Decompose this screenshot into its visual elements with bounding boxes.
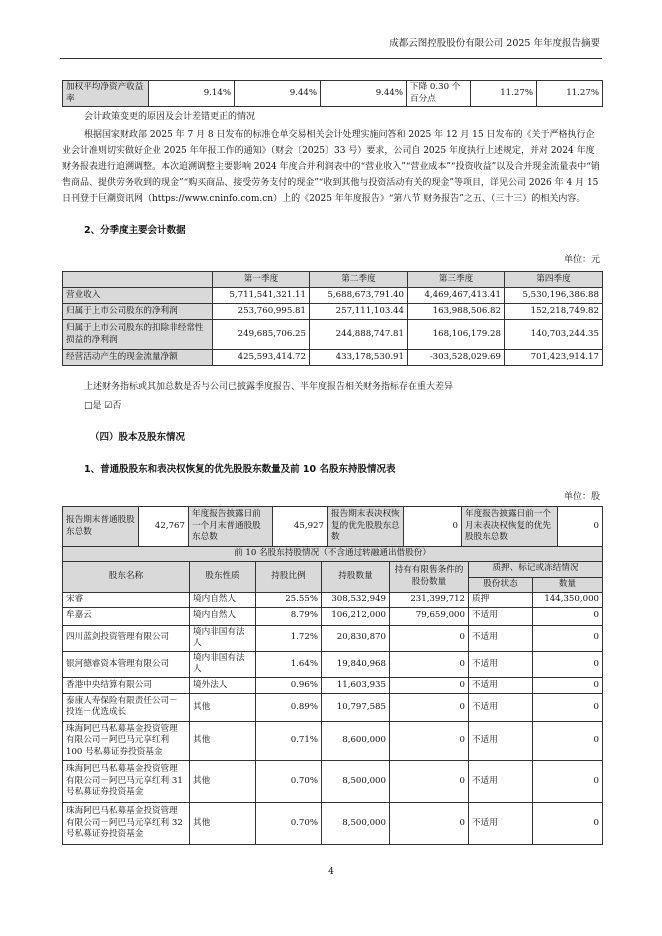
quarterly-cell: 4,469,467,413.41 [408, 288, 505, 304]
quarterly-col-header: 第一季度 [213, 272, 310, 288]
holder-status: 不适用 [469, 651, 533, 677]
shareholder-summary-table [62, 506, 603, 547]
holder-qty: 11,603,935 [322, 677, 390, 693]
quarterly-cell: 253,760,995.81 [213, 304, 310, 320]
difference-checkbox: □是 ☑否 [84, 401, 122, 411]
quarterly-cell: 433,178,530.91 [310, 350, 408, 366]
col-header-ratio: 持股比例 [256, 561, 322, 592]
holder-amount: 0 [533, 760, 603, 802]
quarterly-unit: 单位：元 [563, 255, 600, 265]
policy-body: 根据国家财政部 2025 年 7 月 8 日发布的标准仓单交易相关会计处理实施问答和 2025 年 12 月 15 日发布的《关于严格执行企业会计准则切实做好企业 2025 年年报工作的通知》（财会〔2025〕33 号）要求，公司自 2025 年度执行上述规定，并对 2024 年度财务报表进行追溯调整。本次追溯调整主要影响 2024 年度合并利润表中的“营业收入”“营业成本”“投资收益”以及合并现金流量表中“销售商品、提供劳务收到的现金”“购买商品、接受劳务支付的现金”“收到其他与投资活动有关的现金”等项目，详见公司 2026 年 4 月 15 日刊登于巨潮资讯网（https://www.cninfo.com.cn）上的《2025 年年度报告》“第八节 财务报告”之五、（三十三）的相关内容。 [62, 130, 600, 204]
roe-table [62, 80, 603, 107]
quarterly-note: 上述财务指标或其加总数是否与公司已披露季度报告、半年度报告相关财务指标存在重大差异 [84, 382, 454, 392]
section4-heading: （四）股本及股东情况 [90, 432, 186, 443]
summary-value: 0 [558, 507, 603, 547]
holder-restricted: 0 [390, 651, 469, 677]
holder-nature: 其他 [190, 760, 256, 802]
holder-restricted: 0 [390, 721, 469, 760]
quarterly-cell: -303,528,029.69 [408, 350, 505, 366]
quarterly-cell: 425,593,414.72 [213, 350, 310, 366]
holder-amount: 0 [533, 607, 603, 625]
roe-value: 11.27% [537, 81, 603, 107]
col-header-status: 股份状态 [469, 577, 533, 592]
holder-ratio: 0.96% [256, 677, 322, 693]
quarterly-cell: 5,688,673,791.40 [310, 288, 408, 304]
summary-label: 报告期末表决权恢复的优先股股东总数 [328, 507, 404, 547]
holder-restricted: 0 [390, 677, 469, 693]
top10-table [62, 546, 603, 845]
summary-value: 45,927 [273, 507, 328, 547]
holder-status: 不适用 [469, 607, 533, 625]
quarterly-col-header: 第三季度 [408, 272, 505, 288]
col-header-nature: 股东性质 [190, 561, 256, 592]
holder-nature: 其他 [190, 693, 256, 721]
quarterly-cell: 701,423,914.17 [505, 350, 603, 366]
holder-name: 香港中央结算有限公司 [63, 677, 190, 693]
holder-name: 泰康人寿保险有限责任公司－投连－优选成长 [63, 693, 190, 721]
holder-status: 不适用 [469, 677, 533, 693]
holder-ratio: 0.71% [256, 721, 322, 760]
quarterly-col-header: 第二季度 [310, 272, 408, 288]
quarterly-row-label: 归属于上市公司股东的扣除非经常性损益的净利润 [63, 320, 213, 350]
col-header-amount: 数量 [533, 577, 603, 592]
summary-label: 报告期末普通股股东总数 [63, 507, 139, 547]
summary-value: 0 [404, 507, 462, 547]
holder-status: 不适用 [469, 802, 533, 844]
holder-ratio: 8.79% [256, 607, 322, 625]
holder-ratio: 0.89% [256, 693, 322, 721]
quarterly-cell: 5,530,196,386.88 [505, 288, 603, 304]
holder-name: 银河德睿资本管理有限公司 [63, 651, 190, 677]
holder-restricted: 231,399,712 [390, 592, 469, 607]
quarterly-cell: 152,218,749.82 [505, 304, 603, 320]
quarterly-header-blank [63, 272, 213, 288]
quarterly-cell: 140,703,244.35 [505, 320, 603, 350]
roe-label: 加权平均净资产收益率 [63, 81, 149, 107]
holder-qty: 8,500,000 [322, 760, 390, 802]
holder-status: 质押 [469, 592, 533, 607]
holder-restricted: 0 [390, 802, 469, 844]
summary-value: 42,767 [139, 507, 189, 547]
roe-value: 9.44% [235, 81, 321, 107]
holder-name: 珠海阿巴马私募基金投资管理有限公司－阿巴马元享红利 100 号私募证券投资基金 [63, 721, 190, 760]
holder-name: 牟嘉云 [63, 607, 190, 625]
holder-qty: 19,840,968 [322, 651, 390, 677]
quarterly-cell: 257,111,103.44 [310, 304, 408, 320]
holder-name: 四川蓝剑投资管理有限公司 [63, 625, 190, 651]
holder-status: 不适用 [469, 721, 533, 760]
policy-title: 会计政策变更的原因及会计差错更正的情况 [84, 112, 256, 122]
holder-nature: 境内自然人 [190, 607, 256, 625]
holder-qty: 20,830,870 [322, 625, 390, 651]
holder-qty: 308,532,949 [322, 592, 390, 607]
holder-amount: 0 [533, 651, 603, 677]
col-header-qty: 持股数量 [322, 561, 390, 592]
holder-amount: 0 [533, 677, 603, 693]
holder-ratio: 0.70% [256, 802, 322, 844]
quarterly-cell: 5,711,541,321.11 [213, 288, 310, 304]
holder-amount: 0 [533, 625, 603, 651]
quarterly-col-header: 第四季度 [505, 272, 603, 288]
holder-status: 不适用 [469, 760, 533, 802]
roe-value: 9.14% [149, 81, 235, 107]
holder-status: 不适用 [469, 693, 533, 721]
holder-amount: 0 [533, 693, 603, 721]
holder-restricted: 0 [390, 760, 469, 802]
quarterly-cell: 249,685,706.25 [213, 320, 310, 350]
holder-name: 珠海阿巴马私募基金投资管理有限公司－阿巴马元享红利 32 号私募证券投资基金 [63, 802, 190, 844]
quarterly-table [62, 271, 603, 366]
quarterly-cell: 163,988,506.82 [408, 304, 505, 320]
page-header: 成都云图控股股份有限公司 2025 年年度报告摘要 [389, 38, 600, 49]
quarterly-cell: 168,106,179.28 [408, 320, 505, 350]
holder-ratio: 1.72% [256, 625, 322, 651]
holder-nature: 境内自然人 [190, 592, 256, 607]
top10-title: 前 10 名股东持股情况（不含通过转融通出借股份） [63, 547, 603, 562]
holder-amount: 0 [533, 802, 603, 844]
roe-value: 9.44% [321, 81, 407, 107]
quarterly-row-label: 营业收入 [63, 288, 213, 304]
holder-qty: 8,500,000 [322, 802, 390, 844]
quarterly-cell: 244,888,747.81 [310, 320, 408, 350]
holder-ratio: 25.55% [256, 592, 322, 607]
page-number: 4 [328, 867, 334, 877]
holder-name: 宋睿 [63, 592, 190, 607]
col-header-name: 股东名称 [63, 561, 190, 592]
holder-qty: 8,600,000 [322, 721, 390, 760]
summary-label: 年度报告披露日前一个月末表决权恢复的优先股股东总数 [462, 507, 558, 547]
quarterly-row-label: 经营活动产生的现金流量净额 [63, 350, 213, 366]
holder-qty: 106,212,000 [322, 607, 390, 625]
holder-status: 不适用 [469, 625, 533, 651]
shareholders-unit: 单位：股 [563, 492, 600, 502]
roe-value: 11.27% [471, 81, 537, 107]
header-divider [60, 58, 602, 59]
holder-ratio: 1.64% [256, 651, 322, 677]
holder-restricted: 0 [390, 693, 469, 721]
summary-label: 年度报告披露日前一个月末普通股股东总数 [189, 507, 273, 547]
holder-qty: 10,797,585 [322, 693, 390, 721]
holder-nature: 境内非国有法人 [190, 651, 256, 677]
holder-ratio: 0.70% [256, 760, 322, 802]
holder-name: 珠海阿巴马私募基金投资管理有限公司－阿巴马元享红利 31 号私募证券投资基金 [63, 760, 190, 802]
holder-nature: 境内非国有法人 [190, 625, 256, 651]
quarterly-row-label: 归属于上市公司股东的净利润 [63, 304, 213, 320]
quarterly-heading: 2、分季度主要会计数据 [84, 225, 186, 236]
holder-amount: 0 [533, 721, 603, 760]
col-header-restricted: 持有有限售条件的股份数量 [390, 561, 469, 592]
holder-nature: 其他 [190, 721, 256, 760]
holder-amount: 144,350,000 [533, 592, 603, 607]
roe-change: 下降 0.30 个百分点 [407, 81, 471, 107]
col-header-pledge: 质押、标记或冻结情况 [469, 561, 603, 577]
holder-nature: 境外法人 [190, 677, 256, 693]
holder-nature: 其他 [190, 802, 256, 844]
holder-restricted: 0 [390, 625, 469, 651]
shareholders-heading: 1、普通股股东和表决权恢复的优先股股东数量及前 10 名股东持股情况表 [84, 464, 396, 475]
holder-restricted: 79,659,000 [390, 607, 469, 625]
